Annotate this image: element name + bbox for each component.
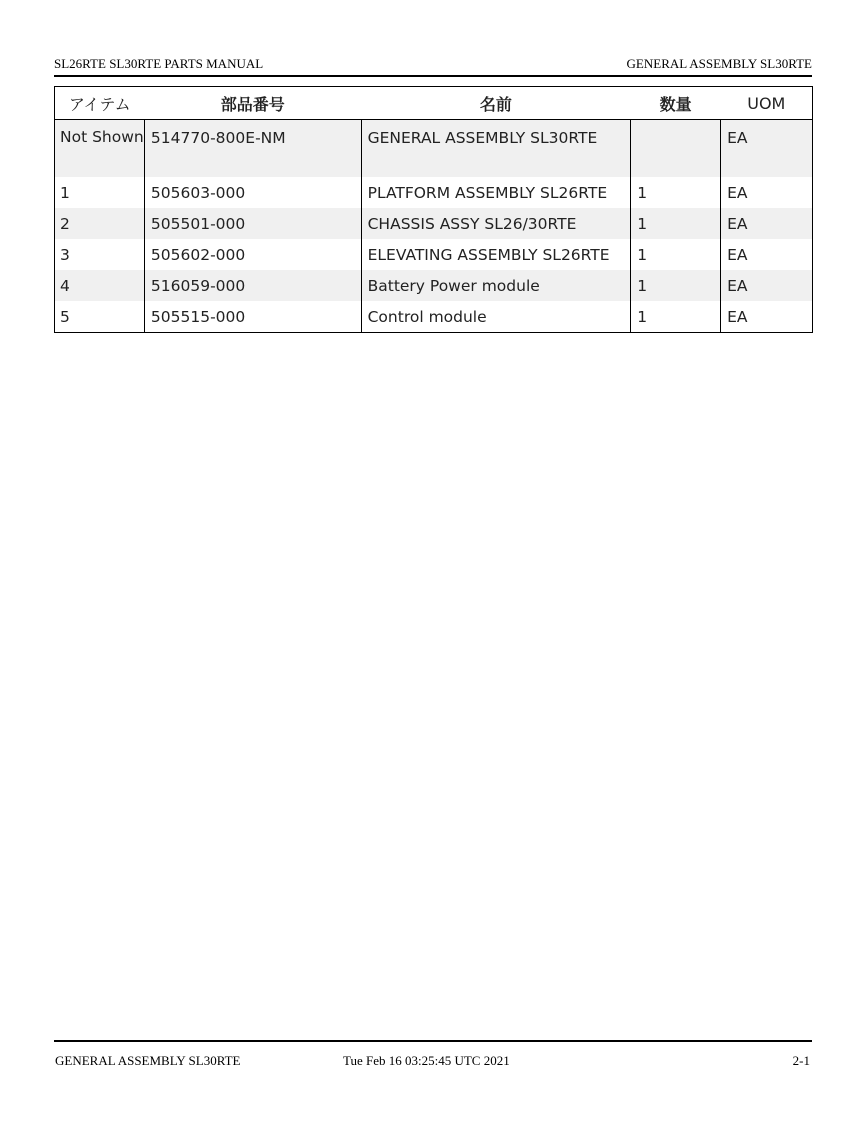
- table-row: [55, 301, 813, 332]
- cell-uom: EA: [721, 208, 813, 239]
- col-header-quantity: 数量: [631, 87, 721, 120]
- col-header-part-number: 部品番号: [144, 87, 361, 120]
- page-header: [54, 56, 812, 72]
- footer-rule: [54, 1040, 812, 1042]
- cell-part-number: 516059-000: [144, 270, 361, 301]
- cell-quantity: 1: [631, 177, 721, 208]
- col-header-item: アイテム: [55, 87, 145, 120]
- cell-quantity: 1: [631, 301, 721, 332]
- cell-uom: EA: [721, 239, 813, 270]
- col-header-name: 名前: [361, 87, 631, 120]
- cell-item: 2: [55, 208, 145, 239]
- cell-name: ELEVATING ASSEMBLY SL26RTE: [361, 239, 631, 270]
- cell-part-number: 505602-000: [144, 239, 361, 270]
- cell-uom: EA: [721, 270, 813, 301]
- cell-part-number: 505501-000: [144, 208, 361, 239]
- header-section-title: GENERAL ASSEMBLY SL30RTE: [626, 56, 812, 71]
- table-row: [55, 177, 813, 208]
- col-header-uom: UOM: [721, 87, 813, 120]
- header-manual-title: SL26RTE SL30RTE PARTS MANUAL: [54, 56, 264, 71]
- footer-timestamp: Tue Feb 16 03:25:45 UTC 2021: [343, 1053, 510, 1068]
- cell-part-number: 505603-000: [144, 177, 361, 208]
- cell-part-number: 514770-800E-NM: [144, 120, 361, 178]
- cell-item: 5: [55, 301, 145, 332]
- cell-quantity: 1: [631, 208, 721, 239]
- cell-item: Not Shown: [55, 120, 145, 178]
- cell-name: CHASSIS ASSY SL26/30RTE: [361, 208, 631, 239]
- table-row: [55, 120, 813, 178]
- cell-quantity: [631, 120, 721, 178]
- table-row: [55, 270, 813, 301]
- parts-table: [54, 86, 813, 333]
- cell-name: PLATFORM ASSEMBLY SL26RTE: [361, 177, 631, 208]
- cell-uom: EA: [721, 301, 813, 332]
- page-number: 2-1: [792, 1053, 810, 1068]
- cell-uom: EA: [721, 120, 813, 178]
- cell-quantity: 1: [631, 270, 721, 301]
- cell-name: Battery Power module: [361, 270, 631, 301]
- cell-item: 4: [55, 270, 145, 301]
- cell-quantity: 1: [631, 239, 721, 270]
- footer-section-title: GENERAL ASSEMBLY SL30RTE: [55, 1053, 241, 1068]
- table-row: [55, 208, 813, 239]
- cell-name: GENERAL ASSEMBLY SL30RTE: [361, 120, 631, 178]
- cell-name: Control module: [361, 301, 631, 332]
- cell-uom: EA: [721, 177, 813, 208]
- header-rule: [54, 75, 812, 77]
- cell-item: 1: [55, 177, 145, 208]
- table-header-row: [55, 87, 813, 120]
- cell-part-number: 505515-000: [144, 301, 361, 332]
- cell-item: 3: [55, 239, 145, 270]
- table-row: [55, 239, 813, 270]
